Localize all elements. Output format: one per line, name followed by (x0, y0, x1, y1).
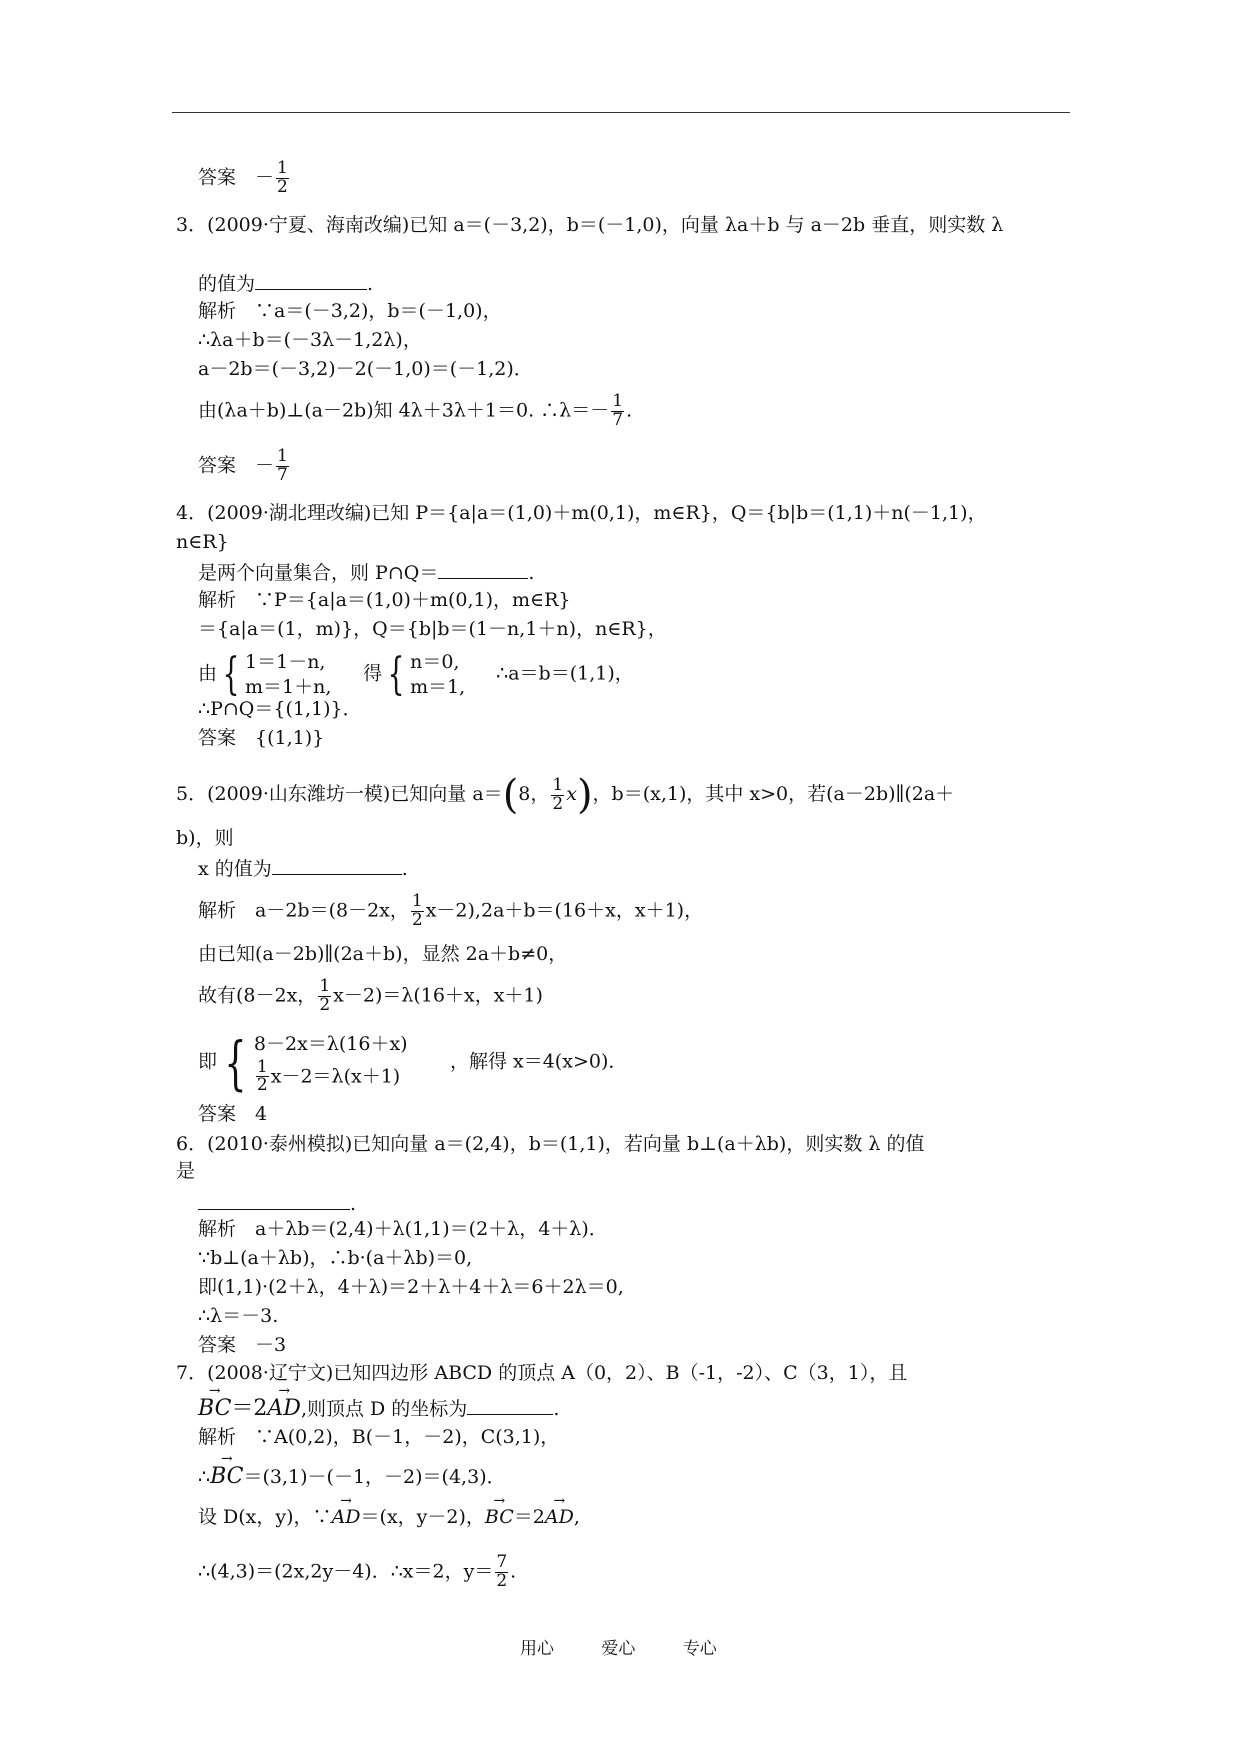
fraction (276, 448, 289, 485)
frac-den: 2 (411, 909, 423, 930)
solution-line: ∴λ＝－3. (198, 1305, 279, 1327)
problem-5-stem (176, 772, 955, 818)
solution-system-line (198, 1030, 627, 1095)
frac-num: 1 (256, 1056, 268, 1077)
equation-system (245, 650, 357, 699)
text: ,则顶点 D 的坐标为 (300, 1398, 468, 1420)
answer-blank (198, 1193, 350, 1210)
text: . (553, 1398, 560, 1420)
footer-text: 爱心 (601, 1639, 636, 1659)
solution-line (198, 1466, 506, 1488)
fraction (411, 893, 424, 930)
frac-num: 1 (612, 391, 624, 411)
text: 设 D(x，y)，∵ (198, 1506, 332, 1528)
text: 故有(8－2x， (198, 984, 317, 1007)
frac-num: 1 (277, 446, 288, 466)
frac-den: 7 (612, 409, 624, 430)
solution-line: ∴P∩Q＝{(1,1)}． (198, 698, 362, 720)
text: ＝2 (231, 1396, 268, 1421)
equation (254, 1056, 444, 1096)
vector-ad: → AD (267, 1398, 301, 1420)
answer-prev (198, 160, 291, 197)
text: ∴(4,3)＝(2x,2y－4)．∴x＝2，y＝ (198, 1560, 494, 1583)
solution-line (198, 1554, 516, 1591)
paren: ) (576, 772, 593, 818)
text: ，b＝(x,1)，其中 x>0，若(a－2b)∥(2a＋ (592, 783, 955, 805)
frac-num: 1 (319, 976, 331, 996)
solution-line: ∵b⊥(a＋λb)，∴b·(a＋λb)＝0, (198, 1247, 473, 1269)
problem-7-stem: 7．(2008·辽宁文)已知四边形 ABCD 的顶点 A（0，2）、B（-1，-2）、C（3，1），且 (176, 1362, 908, 1384)
brace: { (387, 648, 405, 700)
equation: m＝1＋n, (245, 675, 332, 698)
frac-num: 7 (496, 1552, 508, 1572)
fraction (276, 160, 289, 197)
frac-den: 2 (319, 994, 331, 1015)
equation-system (254, 1030, 444, 1095)
solution-line: ∴λa＋b＝(－3λ－1,2λ)， (198, 329, 422, 351)
problem-6-stem-cont: 是 (176, 1160, 196, 1182)
footer-text: 专心 (682, 1639, 717, 1659)
vector-bc: → BC (198, 1398, 231, 1420)
text: . (528, 562, 535, 584)
fraction (318, 978, 331, 1015)
equation: 8－2x＝λ(16＋x) (253, 1033, 408, 1055)
fraction (551, 774, 564, 814)
text: . (367, 273, 374, 295)
fraction (256, 1056, 269, 1096)
answer-label: 答案 － (198, 454, 275, 477)
solution-line: 解析 ∵A(0,2)，B(－1，－2)，C(3,1)， (198, 1426, 560, 1448)
answer-3 (198, 448, 291, 485)
solution-line (198, 893, 703, 930)
solution-line: ＝{a|a＝(1，m)}，Q＝{b|b＝(1－n,1＋n)，n∈R}， (198, 618, 667, 640)
equation: n＝0, (410, 651, 460, 673)
text: 解析 a－2b＝(8－2x， (198, 899, 409, 922)
frac-den: 2 (277, 176, 288, 197)
page-footer (520, 1634, 759, 1659)
answer-blank (272, 858, 402, 875)
text: ＝2 (513, 1506, 545, 1528)
solution-line: a－2b＝(－3,2)－2(－1,0)＝(－1,2)． (198, 358, 533, 380)
text: . (626, 399, 633, 422)
frac-den: 7 (277, 464, 288, 485)
solution-line: 由已知(a－2b)∥(2a＋b)，显然 2a＋b≠0， (198, 943, 568, 965)
problem-5-blank-line (198, 858, 408, 879)
frac-num: 1 (552, 774, 564, 795)
text: x－2)＝λ(16＋x，x＋1) (333, 984, 543, 1007)
problem-3-blank-line (198, 273, 373, 294)
answer-blank (255, 273, 367, 290)
problem-6-blank-line (198, 1193, 356, 1214)
text: ∴ (198, 1466, 211, 1488)
solution-line (198, 393, 632, 430)
text: x－2＝λ(x＋1) (270, 1064, 401, 1087)
equation: 1＝1－n, (245, 651, 326, 673)
text: . (350, 1193, 357, 1215)
text: 的值为 (198, 273, 256, 295)
text: 由 (198, 662, 218, 685)
vector-bc: → BC (485, 1508, 514, 1527)
solution-line: 即(1,1)·(2＋λ，4＋λ)＝2＋λ＋4＋λ＝6＋2λ＝0, (198, 1276, 624, 1298)
solution-line (198, 1508, 580, 1527)
text: ，解得 x＝4(x>0)． (449, 1050, 628, 1073)
frac-den: 2 (496, 1570, 508, 1591)
brace: { (222, 648, 240, 700)
vector-ad: → AD (545, 1508, 574, 1527)
problem-6-stem: 6．(2010·泰州模拟)已知向量 a＝(2,4)，b＝(1,1)，若向量 b⊥(a＋λb)，则实数 λ 的值 (176, 1133, 925, 1155)
text: x 的值为 (198, 858, 272, 880)
text: x (566, 783, 577, 805)
footer-text: 用心 (520, 1639, 554, 1659)
text: 由(λa＋b)⊥(a－2b)知 4λ＋3λ＋1＝0. ∴λ＝－ (198, 399, 610, 422)
frac-den: 2 (552, 793, 564, 814)
answer-6: 答案 －3 (198, 1334, 287, 1356)
text: . (401, 858, 408, 880)
answer-label: 答案 － (198, 166, 275, 189)
text: ＝(3,1)－(－1，－2)＝(4,3)． (243, 1466, 506, 1488)
text: x－2),2a＋b＝(16＋x，x＋1)， (425, 899, 704, 922)
brace: { (224, 1028, 247, 1097)
answer-4: 答案 {(1,1)} (198, 727, 325, 749)
problem-5-stem-cont: b)，则 (176, 827, 234, 849)
problem-3-stem: 3．(2009·宁夏、海南改编)已知 a＝(－3,2)，b＝(－1,0)，向量 λa＋b 与 a－2b 垂直，则实数 λ (176, 214, 1004, 236)
problem-4-stem-cont: n∈R} (176, 531, 229, 553)
paren: ( (502, 772, 519, 818)
solution-system-line (198, 650, 634, 699)
vector-ad: → AD (332, 1508, 361, 1527)
answer-blank (467, 1398, 553, 1415)
problem-7-stem-cont (198, 1398, 559, 1420)
vector-bc: → BC (210, 1466, 243, 1488)
solution-line: 解析 a＋λb＝(2,4)＋λ(1,1)＝(2＋λ，4＋λ)． (198, 1218, 608, 1240)
text: 是两个向量集合，则 P∩Q＝ (198, 562, 439, 584)
frac-den: 2 (256, 1075, 268, 1096)
fraction (611, 393, 624, 430)
text: ＝(x，y－2)， (360, 1506, 485, 1528)
text: 8， (518, 783, 550, 805)
text: 即 (198, 1050, 218, 1073)
solution-line: 解析 ∵a＝(－3,2)，b＝(－1,0)， (198, 300, 502, 322)
text: . (510, 1560, 517, 1583)
header-rule (172, 112, 1070, 113)
solution-line: 解析 ∵P＝{a|a＝(1,0)＋m(0,1)，m∈R} (198, 589, 571, 611)
frac-num: 1 (277, 158, 288, 178)
text: ∴a＝b＝(1,1)， (496, 662, 634, 685)
frac-num: 1 (411, 891, 423, 911)
equation: m＝1, (410, 675, 466, 698)
solution-line (198, 978, 543, 1015)
text: 得 (363, 662, 383, 685)
text: , (573, 1506, 580, 1528)
answer-5: 答案 4 (198, 1103, 268, 1125)
fraction (495, 1554, 508, 1591)
answer-blank (438, 562, 528, 579)
problem-4-blank-line (198, 562, 534, 583)
text: 5．(2009·山东潍坊一模)已知向量 a＝ (176, 783, 503, 805)
equation-system (410, 650, 490, 699)
problem-4-stem: 4．(2009·湖北理改编)已知 P＝{a|a＝(1,0)＋m(0,1)，m∈R}，Q＝{b|b＝(1,1)＋n(－1,1)， (176, 502, 987, 524)
